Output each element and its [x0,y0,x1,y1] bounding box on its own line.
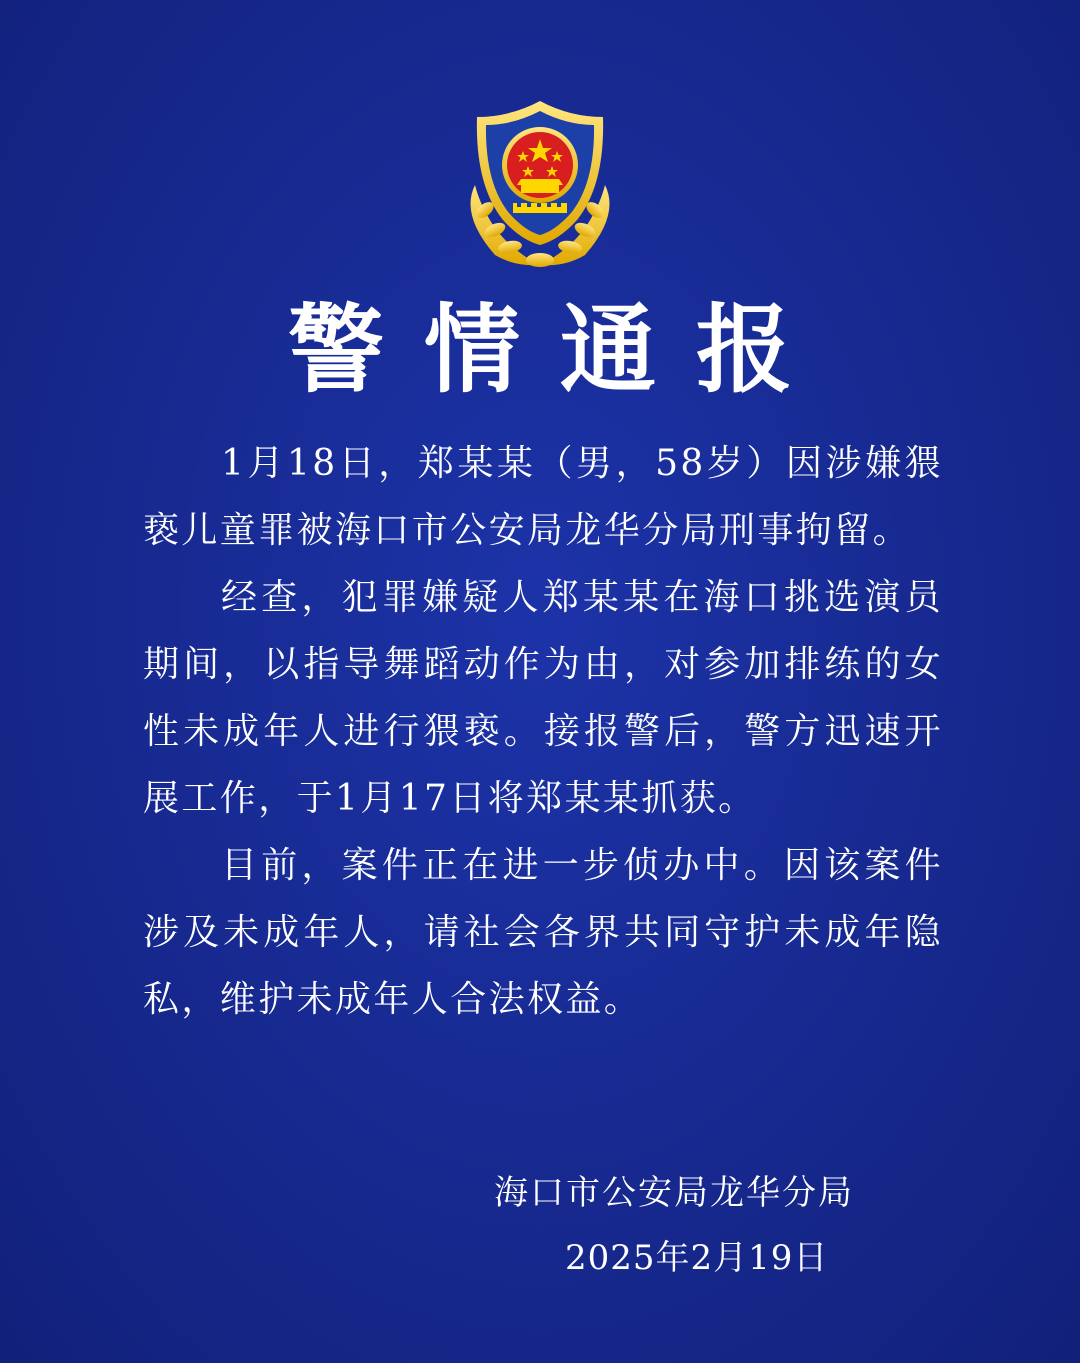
notice-body [143,430,943,1033]
paragraph-investigation: 经查，犯罪嫌疑人郑某某在海口挑选演员期间，以指导舞蹈动作为由，对参加排练的女性未成年人进行猥亵。接报警后，警方迅速开展工作，于1月17日将郑某某抓获。 [143,577,943,819]
police-emblem-icon [455,95,625,270]
paragraph-privacy-appeal: 目前，案件正在进一步侦办中。因该案件涉及未成年人，请社会各界共同守护未成年隐私，维护未成年人合法权益。 [143,845,943,1020]
issuer-signature: 海口市公安局龙华分局 [494,1173,854,1213]
notice-title: 警情通报 [288,294,832,406]
paragraph-detention: 1月18日，郑某某（男，58岁）因涉嫌猥亵儿童罪被海口市公安局龙华分局刑事拘留。 [143,443,943,551]
issue-date: 2025年2月19日 [565,1238,829,1278]
